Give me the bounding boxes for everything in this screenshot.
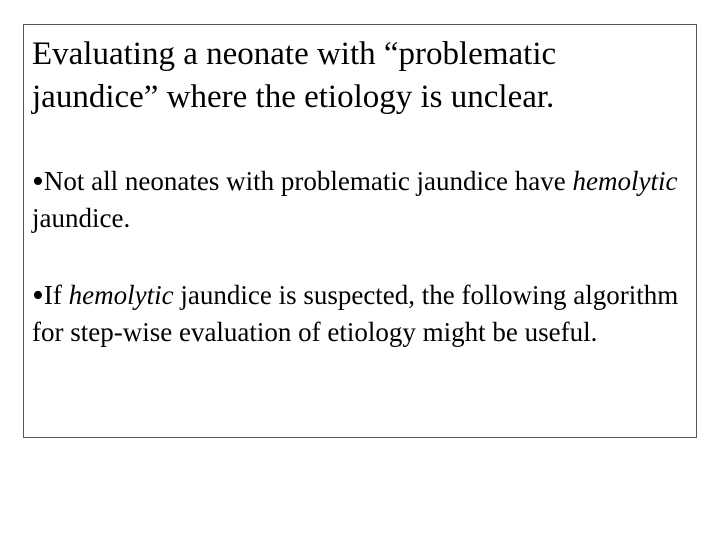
bullet-text-before: If (43, 280, 69, 310)
bullet-marker: • (32, 163, 44, 200)
bullet-text-after: jaundice is suspected, the following algorithm for step-wise evaluation of etiology might be useful. (32, 280, 679, 347)
slide-title: Evaluating a neonate with “problematic jaundice” where the etiology is unclear. (32, 36, 557, 115)
bullet-text-before: Not all neonates with problematic jaundice have (43, 166, 573, 196)
slide-content-box (23, 24, 697, 438)
bullet-item (32, 277, 688, 351)
bullet-item (32, 163, 688, 237)
bullet-text-emphasis: hemolytic (68, 280, 174, 310)
bullet-text-after: jaundice. (32, 203, 131, 233)
bullet-text-emphasis: hemolytic (572, 166, 678, 196)
bullet-marker: • (32, 277, 44, 314)
